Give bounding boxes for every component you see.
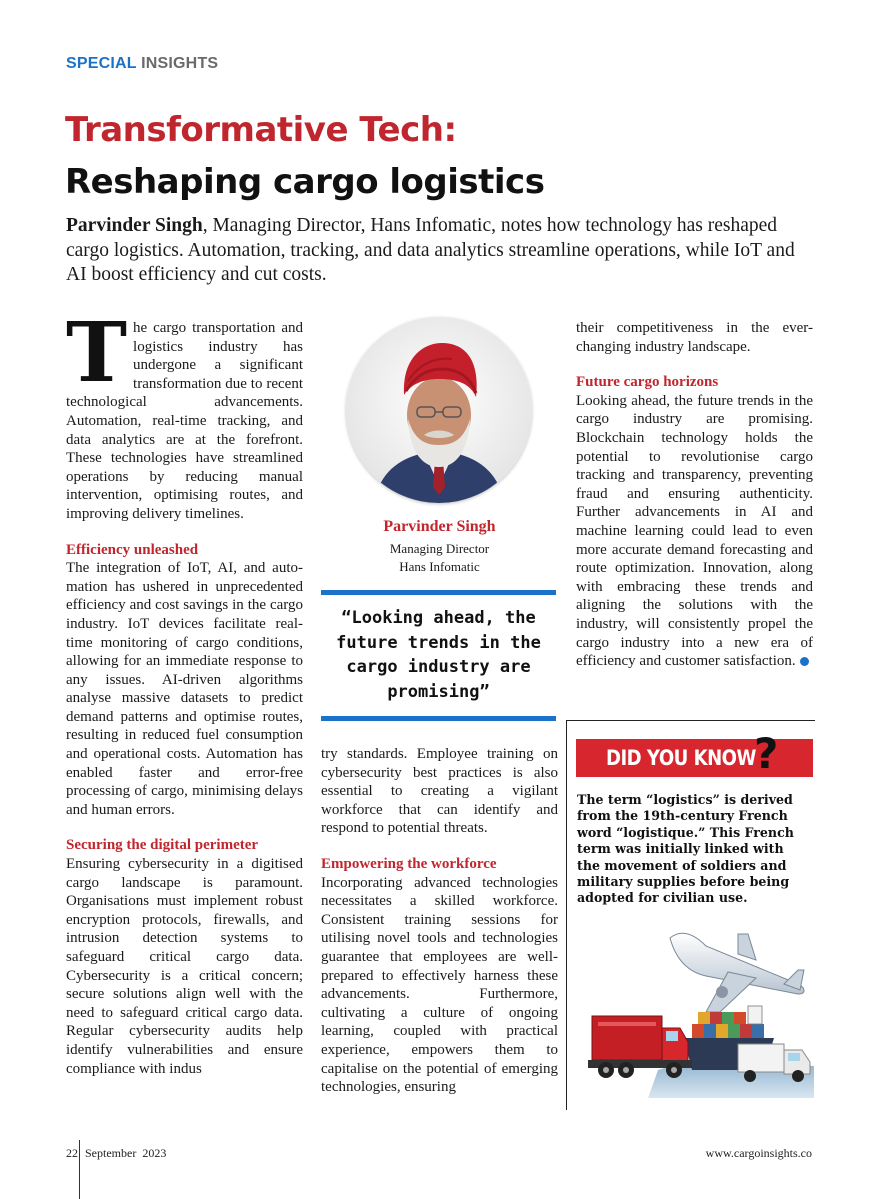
intro-text: he cargo transportation and logistics industry has undergone a significant transformation due to recent technological advancements. Automation, real-time tracking, and data analytics are at the forefront. These technologies have streamlined operations by reducing manual intervention, optimising routes, and improving delivery timelines. <box>66 320 303 522</box>
did-you-know-body: The term “logistics” is derived from the 19th-century French word “logistique.” This French term was initially linked with the movement of soldiers and military supplies before being adopted for civilian use. <box>577 792 794 906</box>
article-column-2 <box>321 745 558 1097</box>
subheading-efficiency: Efficiency unleashed <box>66 541 199 558</box>
paragraph-efficiency: The integration of IoT, AI, and automation has ushered in unprecedented efficiency and cost savings in the cargo industry. IoT devices facilitate real-time monitoring of cargo conditions, allowing for an immediate response to any issues. AI-driven algorithms analyse massive datasets to predict demand patterns and optimise routes, resulting in reduced fuel consumption and operational costs. Automation has enabled faster and error-free processing of cargo, minimising delays and human errors. <box>66 560 303 818</box>
section-label-special: SPECIAL <box>66 55 137 72</box>
paragraph-workforce: Incorporating advanced technologies necessitates a skilled workforce. Consistent training sessions for utilising novel tools and technologies guarantee that employees are well-prepared to effectively harness these advancements. Furthermore, cultivating a culture of ongoing learning, coupled with practical experience, empowers them to capitalise on the potential of emerging technologies, ensuring <box>321 874 558 1096</box>
pullquote: “Looking ahead, the future trends in the cargo industry are promising” <box>336 608 541 702</box>
pullquote-rule-top <box>321 590 556 595</box>
paragraph-future-text: Looking ahead, the future trends in the cargo industry are promising. Blockchain technology holds the potential to revolutionise cargo tracking and transparency, preventing fraud and ensuring authenticity. Further advancements in AI and machine learning could lead to even more accurate demand forecasting and route optimization. Innovation, along with embracing these trends and aligning the solutions with the industry, will consistently propel the cargo industry into a new era of efficiency and customer satisfaction. <box>576 392 813 670</box>
pullquote-rule-bottom <box>321 716 556 721</box>
intro-paragraph <box>66 305 303 524</box>
section-label-insights: INSIGHTS <box>141 55 219 72</box>
subheading-workforce: Empowering the workforce <box>321 855 497 872</box>
article-column-3 <box>576 319 813 671</box>
drop-cap: T <box>66 305 128 401</box>
author-portrait-illustration <box>346 317 532 503</box>
subheading-future: Future cargo horizons <box>576 374 719 391</box>
did-you-know-title: DID YOU KNOW <box>606 746 756 770</box>
section-label <box>66 55 218 73</box>
article-column-1 <box>66 305 303 1078</box>
paragraph-competitiveness: their competitiveness in the ever-changing industry landscape. <box>576 320 813 355</box>
profile-company: Hans Infomatic <box>399 559 480 574</box>
author-portrait <box>346 317 532 503</box>
footer-url: www.cargoinsights.co <box>705 1146 812 1160</box>
question-mark-icon: ? <box>754 729 779 778</box>
transport-illustration <box>588 920 814 1098</box>
subheading-security: Securing the digital perimeter <box>66 837 259 854</box>
paragraph-security: Ensuring cybersecurity in a digitised cargo landscape is paramount. Organisations must implement robust encryption protocols, firewalls, and intrusion detection systems to safeguard critical cargo data. Cybersecurity is a critical concern; secure solutions align well with the need to safeguard critical cargo data. Regular cybersecurity audits help identify vulnerabilities and ensure compliance with indus <box>66 856 303 1077</box>
footer-divider <box>79 1140 80 1199</box>
profile-role: Managing Director <box>389 541 490 556</box>
standfirst <box>66 214 814 288</box>
footer-page-number: 22 <box>66 1146 78 1160</box>
footer-date: September 2023 <box>85 1146 167 1160</box>
cargo-transport-image <box>588 920 814 1098</box>
standfirst-text: , Managing Director, Hans Infomatic, notes how technology has reshaped cargo logistics. Automation, tracking, and data analytics streamline operations, while IoT and AI boost efficiency and cut costs. <box>66 215 795 285</box>
profile-name: Parvinder Singh <box>383 518 496 535</box>
end-mark-icon <box>800 657 809 666</box>
headline-line2: Reshaping cargo logistics <box>65 162 545 202</box>
paragraph-training: try standards. Employee training on cybersecurity best practices is also essential to creating a vigilant workforce that can identify and respond to potential threats. <box>321 746 558 837</box>
standfirst-author: Parvinder Singh <box>66 215 203 236</box>
headline-line1: Transformative Tech: <box>65 110 457 150</box>
paragraph-future <box>576 392 813 671</box>
